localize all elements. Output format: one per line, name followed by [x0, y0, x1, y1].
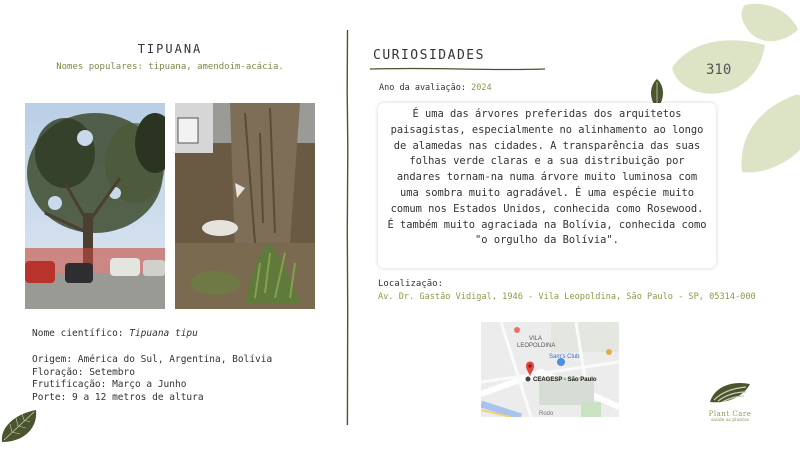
- evaluation-year: Ano da avaliação: 2024: [379, 83, 492, 93]
- brand-logo: [694, 380, 766, 423]
- map-district-label: VILA: [529, 336, 543, 342]
- vertical-divider: [346, 30, 349, 425]
- title-underline: [370, 67, 545, 71]
- map-district-label: LEOPOLDINA: [517, 343, 556, 349]
- origin: Origem: América do Sul, Argentina, Bolívia: [32, 354, 273, 365]
- flowering: Floração: Setembro: [32, 366, 135, 378]
- location-map[interactable]: [481, 322, 619, 417]
- trunk-photo: [175, 103, 315, 309]
- location-address: Av. Dr. Gastão Vidigal, 1946 - Vila Leopoldina, São Paulo - SP, 05314-000: [378, 292, 756, 302]
- section-title: CURIOSIDADES: [373, 48, 485, 63]
- map-place-label: CEAGESP - São Paulo: [533, 377, 597, 383]
- map-store-label: Sam's Club: [549, 354, 580, 360]
- scientific-name: Nome científico: Tipuana tipu: [32, 328, 198, 339]
- location-label: Localização:: [378, 279, 444, 289]
- map-road-label: Rodo: [539, 411, 554, 417]
- fruiting: Frutificação: Março a Junho: [32, 379, 187, 390]
- plant-care-logo-icon: [708, 380, 752, 404]
- popular-names: Nomes populares: tipuana, amendoim-acácia.: [56, 62, 284, 72]
- plant-name: TIPUANA: [137, 42, 203, 56]
- page-number: 310: [706, 62, 732, 78]
- size: Porte: 9 a 12 metros de altura: [32, 391, 204, 403]
- tree-photo: [25, 103, 165, 309]
- plant-details: [32, 354, 272, 404]
- brand-name: Plant Care: [708, 410, 752, 418]
- brand-tagline: saúde as plantas: [711, 418, 749, 423]
- curiosities-text: É uma das árvores preferidas dos arquitetos paisagistas, especialmente no alinhamento ao longo de alamedas nas cidades. A transparência das suas folhas verde claras e a sua distribuição por andares tornam-na numa árvore muito luminosa com uma sombra muito agradável. É uma espécie muito comum nos Estados Unidos, conhecida como Rosewood. É também muito agraciada na Bolívia, conhecida como "o orgulho da Bolívia".: [378, 103, 716, 268]
- leaf-icon: [0, 408, 40, 444]
